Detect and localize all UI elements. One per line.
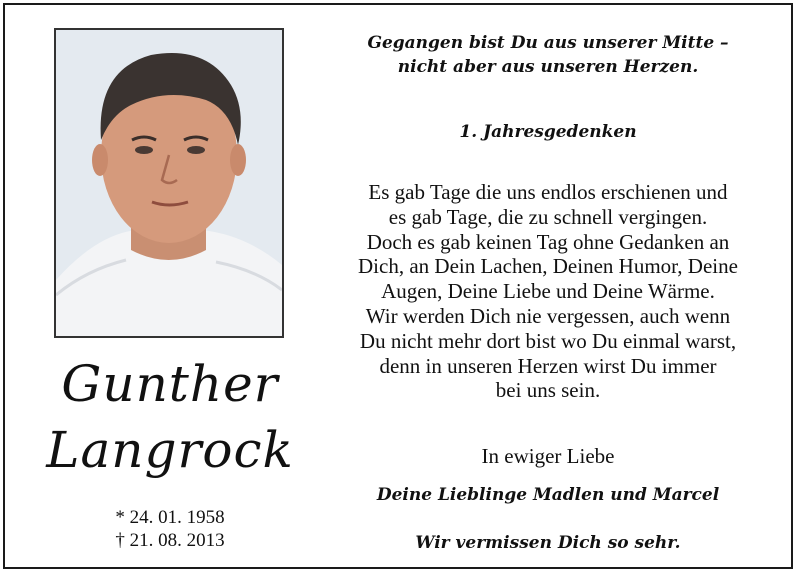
poem-line: denn in unseren Herzen wirst Du immer [379,353,717,378]
poem-line: Wir werden Dich nie vergessen, auch wenn [365,303,731,328]
motto-line: Gegangen bist Du aus unserer Mitte – [367,33,729,53]
deceased-last-name: Langrock [46,421,294,479]
portrait-illustration [56,30,282,336]
poem-line: Es gab Tage die uns endlos erschienen und [368,180,728,204]
deceased-first-name: Gunther [61,355,279,413]
portrait-photo-icon [54,28,284,338]
motto [323,31,773,79]
death-date: † 21. 08. 2013 [115,530,225,551]
poem-line: Augen, Deine Liebe und Deine Wärme. [381,279,715,304]
poem-line: Dich, an Dein Lachen, Deinen Humor, Deine [358,254,738,279]
poem-line: Doch es gab keinen Tag ohne Gedanken an [366,229,730,254]
motto-line: nicht aber aus unseren Herzen. [397,57,699,77]
poem-line: es gab Tage, die zu schnell vergingen. [388,204,708,229]
obituary-card [3,3,793,569]
anniversary-heading: 1. Jahresgedenken [459,122,637,142]
closing-darlings: Deine Lieblinge Madlen und Marcel [376,485,720,505]
birth-date: * 24. 01. 1958 [115,507,225,528]
closing-love: In ewiger Liebe [481,444,615,468]
poem [323,180,773,403]
poem-line: Du nicht mehr dort bist wo Du einmal warst, [359,328,737,353]
poem-line: bei uns sein. [495,378,601,403]
closing-miss: Wir vermissen Dich so sehr. [415,533,681,553]
